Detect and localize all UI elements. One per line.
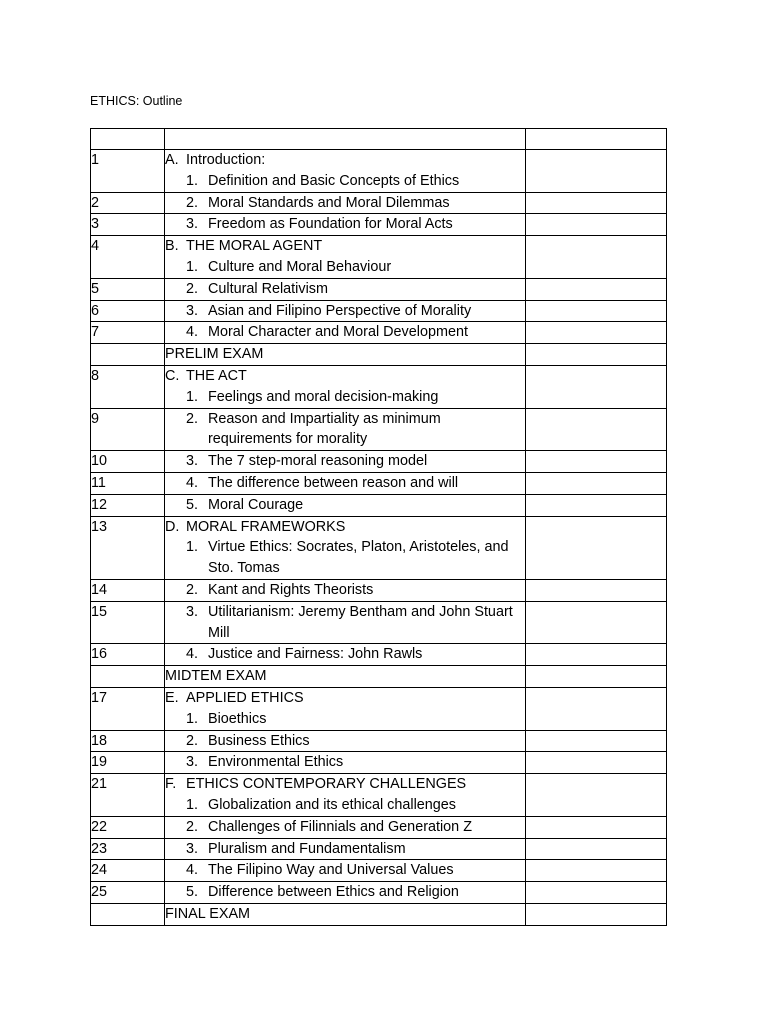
- notes-cell: [526, 903, 667, 925]
- item-text: Reason and Impartiality as minimum requirements for morality: [208, 410, 441, 448]
- item-text: Difference between Ethics and Religion: [208, 884, 459, 901]
- section-letter: D.: [165, 518, 180, 535]
- topic-cell: [165, 838, 526, 860]
- notes-cell: [526, 322, 667, 344]
- item-text: Culture and Moral Behaviour: [208, 258, 392, 275]
- list-item: [165, 817, 525, 838]
- item-text: Definition and Basic Concepts of Ethics: [208, 172, 460, 189]
- item-number: 2.: [186, 581, 199, 598]
- topic-cell: [165, 150, 526, 193]
- topic-cell: [165, 816, 526, 838]
- table-row: [91, 774, 667, 817]
- week-number-cell: 4: [91, 236, 165, 279]
- notes-cell: [526, 816, 667, 838]
- topic-cell: [165, 882, 526, 904]
- list-item: [165, 537, 525, 579]
- table-row: [91, 278, 667, 300]
- item-number: 2.: [186, 732, 199, 749]
- topic-cell: [165, 494, 526, 516]
- item-number: 1.: [186, 258, 199, 275]
- week-number-cell: 5: [91, 278, 165, 300]
- week-number-cell: [91, 903, 165, 925]
- week-number-cell: 10: [91, 451, 165, 473]
- item-number: 4.: [186, 474, 199, 491]
- week-number-cell: 2: [91, 192, 165, 214]
- item-number: 1.: [186, 710, 199, 727]
- item-number: 1.: [186, 796, 199, 813]
- table-row: [91, 192, 667, 214]
- section-heading: [165, 774, 525, 795]
- table-row: [91, 903, 667, 925]
- notes-cell: [526, 192, 667, 214]
- week-number-cell: 16: [91, 644, 165, 666]
- section-letter: F.: [165, 776, 177, 793]
- topic-cell: [165, 472, 526, 494]
- topic-cell: [165, 278, 526, 300]
- list-item: [165, 409, 525, 451]
- notes-cell: [526, 278, 667, 300]
- item-text: Bioethics: [208, 710, 267, 727]
- table-row: [91, 666, 667, 688]
- week-number-cell: 11: [91, 472, 165, 494]
- week-number-cell: 3: [91, 214, 165, 236]
- topic-cell: [165, 730, 526, 752]
- item-number: 5.: [186, 496, 199, 513]
- list-item: [165, 193, 525, 214]
- topic-cell: [165, 579, 526, 601]
- item-text: The Filipino Way and Universal Values: [208, 862, 454, 879]
- list-item: [165, 495, 525, 516]
- table-row: [91, 300, 667, 322]
- item-text: Feelings and moral decision-making: [208, 388, 439, 405]
- item-text: The 7 step-moral reasoning model: [208, 453, 428, 470]
- notes-cell: [526, 882, 667, 904]
- week-number-cell: 15: [91, 601, 165, 644]
- table-row: [91, 882, 667, 904]
- section-title: THE MORAL AGENT: [186, 238, 323, 255]
- item-number: 3.: [186, 754, 199, 771]
- item-text: Kant and Rights Theorists: [208, 581, 374, 598]
- item-number: 3.: [186, 216, 199, 233]
- item-text: Moral Standards and Moral Dilemmas: [208, 194, 450, 211]
- table-row: [91, 129, 667, 150]
- list-item: [165, 580, 525, 601]
- item-number: 2.: [186, 194, 199, 211]
- week-number-cell: 14: [91, 579, 165, 601]
- table-row: [91, 408, 667, 451]
- table-row: [91, 494, 667, 516]
- topic-cell: [165, 129, 526, 150]
- item-text: Utilitarianism: Jeremy Bentham and John Stuart Mill: [208, 603, 513, 641]
- table-row: [91, 730, 667, 752]
- section-heading: [165, 150, 525, 171]
- exam-label: PRELIM EXAM: [165, 346, 264, 363]
- item-number: 3.: [186, 453, 199, 470]
- topic-cell: [165, 408, 526, 451]
- table-row: [91, 816, 667, 838]
- list-item: [165, 451, 525, 472]
- item-text: Moral Courage: [208, 496, 304, 513]
- item-number: 1.: [186, 388, 199, 405]
- item-text: Moral Character and Moral Development: [208, 324, 468, 341]
- list-item: [165, 279, 525, 300]
- list-item: [165, 257, 525, 278]
- list-item: [165, 171, 525, 192]
- week-number-cell: 9: [91, 408, 165, 451]
- outline-table: [90, 128, 667, 926]
- section-title: MORAL FRAMEWORKS: [186, 518, 346, 535]
- table-row: [91, 472, 667, 494]
- week-number-cell: 1: [91, 150, 165, 193]
- notes-cell: [526, 644, 667, 666]
- notes-cell: [526, 730, 667, 752]
- week-number-cell: 17: [91, 687, 165, 730]
- section-letter: A.: [165, 152, 179, 168]
- notes-cell: [526, 214, 667, 236]
- notes-cell: [526, 838, 667, 860]
- item-text: Business Ethics: [208, 732, 310, 749]
- week-number-cell: 22: [91, 816, 165, 838]
- section-letter: C.: [165, 367, 180, 384]
- topic-cell: [165, 344, 526, 366]
- table-row: [91, 601, 667, 644]
- item-number: 4.: [186, 646, 199, 663]
- item-number: 3.: [186, 603, 199, 620]
- item-text: Pluralism and Fundamentalism: [208, 840, 406, 857]
- topic-cell: [165, 860, 526, 882]
- section-letter: B.: [165, 238, 179, 255]
- document-title: ETHICS: Outline: [90, 94, 183, 108]
- table-row: [91, 860, 667, 882]
- topic-cell: [165, 322, 526, 344]
- week-number-cell: 25: [91, 882, 165, 904]
- item-text: Asian and Filipino Perspective of Morality: [208, 302, 472, 319]
- item-number: 2.: [186, 818, 199, 835]
- topic-cell: [165, 903, 526, 925]
- table-row: [91, 579, 667, 601]
- list-item: [165, 795, 525, 816]
- topic-cell: [165, 192, 526, 214]
- notes-cell: [526, 752, 667, 774]
- topic-cell: [165, 601, 526, 644]
- topic-cell: [165, 365, 526, 408]
- table-row: [91, 236, 667, 279]
- topic-cell: [165, 666, 526, 688]
- section-title: ETHICS CONTEMPORARY CHALLENGES: [186, 776, 467, 793]
- item-number: 2.: [186, 410, 199, 427]
- week-number-cell: 13: [91, 516, 165, 579]
- topic-cell: [165, 516, 526, 579]
- notes-cell: [526, 601, 667, 644]
- week-number-cell: 8: [91, 365, 165, 408]
- week-number-cell: 12: [91, 494, 165, 516]
- notes-cell: [526, 365, 667, 408]
- list-item: [165, 644, 525, 665]
- notes-cell: [526, 344, 667, 366]
- week-number-cell: 19: [91, 752, 165, 774]
- week-number-cell: [91, 666, 165, 688]
- notes-cell: [526, 472, 667, 494]
- exam-label: MIDTEM EXAM: [165, 668, 267, 685]
- list-item: [165, 860, 525, 881]
- item-number: 3.: [186, 840, 199, 857]
- table-row: [91, 150, 667, 193]
- list-item: [165, 387, 525, 408]
- item-text: Globalization and its ethical challenges: [208, 796, 456, 813]
- topic-cell: [165, 451, 526, 473]
- notes-cell: [526, 150, 667, 193]
- item-text: Freedom as Foundation for Moral Acts: [208, 216, 453, 233]
- notes-cell: [526, 451, 667, 473]
- notes-cell: [526, 579, 667, 601]
- list-item: [165, 214, 525, 235]
- section-title: APPLIED ETHICS: [186, 689, 304, 706]
- table-row: [91, 516, 667, 579]
- table-row: [91, 687, 667, 730]
- notes-cell: [526, 687, 667, 730]
- week-number-cell: [91, 344, 165, 366]
- notes-cell: [526, 129, 667, 150]
- topic-cell: [165, 300, 526, 322]
- item-text: The difference between reason and will: [208, 474, 459, 491]
- notes-cell: [526, 774, 667, 817]
- section-heading: [165, 366, 525, 387]
- notes-cell: [526, 666, 667, 688]
- table-row: [91, 451, 667, 473]
- item-number: 2.: [186, 280, 199, 297]
- section-heading: [165, 688, 525, 709]
- notes-cell: [526, 860, 667, 882]
- section-title: THE ACT: [186, 367, 247, 384]
- item-text: Environmental Ethics: [208, 754, 344, 771]
- notes-cell: [526, 236, 667, 279]
- section-title: Introduction:: [186, 152, 266, 168]
- notes-cell: [526, 408, 667, 451]
- topic-cell: [165, 774, 526, 817]
- table-row: [91, 344, 667, 366]
- list-item: [165, 731, 525, 752]
- topic-cell: [165, 687, 526, 730]
- week-number-cell: 7: [91, 322, 165, 344]
- item-number: 3.: [186, 302, 199, 319]
- table-row: [91, 365, 667, 408]
- list-item: [165, 301, 525, 322]
- week-number-cell: 24: [91, 860, 165, 882]
- topic-cell: [165, 752, 526, 774]
- item-text: Cultural Relativism: [208, 280, 328, 297]
- section-letter: E.: [165, 689, 179, 706]
- week-number-cell: 18: [91, 730, 165, 752]
- outline-table-body: [91, 129, 667, 926]
- list-item: [165, 882, 525, 903]
- exam-label: FINAL EXAM: [165, 905, 251, 922]
- item-text: Challenges of Filinnials and Generation Z: [208, 818, 472, 835]
- item-number: 4.: [186, 862, 199, 879]
- notes-cell: [526, 494, 667, 516]
- week-number-cell: 6: [91, 300, 165, 322]
- item-number: 1.: [186, 172, 199, 189]
- list-item: [165, 839, 525, 860]
- topic-cell: [165, 236, 526, 279]
- item-text: Virtue Ethics: Socrates, Platon, Aristoteles, and Sto. Tomas: [208, 539, 509, 577]
- item-number: 4.: [186, 324, 199, 341]
- topic-cell: [165, 644, 526, 666]
- notes-cell: [526, 516, 667, 579]
- week-number-cell: 23: [91, 838, 165, 860]
- notes-cell: [526, 300, 667, 322]
- topic-cell: [165, 214, 526, 236]
- table-row: [91, 644, 667, 666]
- week-number-cell: [91, 129, 165, 150]
- item-number: 1.: [186, 539, 199, 556]
- table-row: [91, 752, 667, 774]
- table-row: [91, 322, 667, 344]
- section-heading: [165, 517, 525, 538]
- week-number-cell: 21: [91, 774, 165, 817]
- list-item: [165, 709, 525, 730]
- list-item: [165, 473, 525, 494]
- section-heading: [165, 236, 525, 257]
- table-row: [91, 838, 667, 860]
- list-item: [165, 602, 525, 644]
- list-item: [165, 322, 525, 343]
- table-row: [91, 214, 667, 236]
- item-text: Justice and Fairness: John Rawls: [208, 646, 423, 663]
- item-number: 5.: [186, 884, 199, 901]
- list-item: [165, 752, 525, 773]
